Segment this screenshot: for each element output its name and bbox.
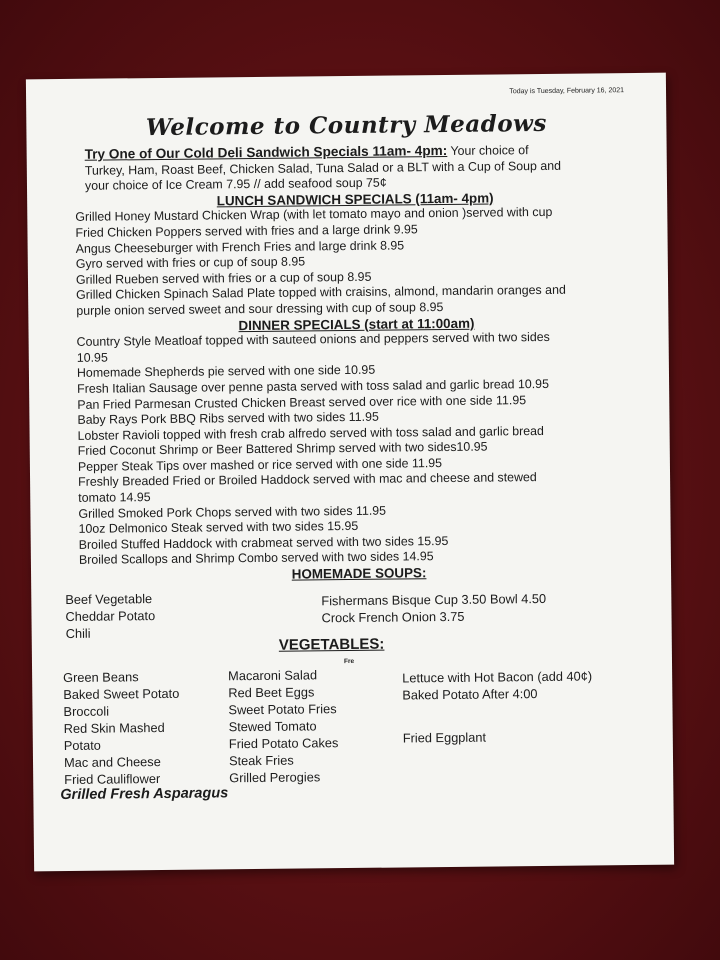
soups-right bbox=[321, 590, 546, 626]
list-item: Macaroni Salad bbox=[228, 667, 318, 684]
list-item: Chili bbox=[65, 625, 91, 641]
list-item: Lobster Ravioli topped with fresh crab alfredo served with toss salad and garlic bread bbox=[77, 423, 544, 443]
list-item: Pepper Steak Tips over mashed or rice served with one side 11.95 bbox=[77, 455, 443, 474]
list-item: Baked Potato After 4:00 bbox=[402, 686, 538, 703]
list-item: tomato 14.95 bbox=[78, 490, 151, 505]
list-item: Angus Cheeseburger with French Fries and large drink 8.95 bbox=[75, 237, 405, 256]
deli-text-3: your choice of Ice Cream 7.95 // add seafood soup 75¢ bbox=[84, 175, 387, 193]
list-item: Lettuce with Hot Bacon (add 40¢) bbox=[402, 668, 593, 686]
dinner-list bbox=[77, 329, 639, 569]
deli-heading: Try One of Our Cold Deli Sandwich Specials 11am- 4pm: bbox=[84, 142, 448, 162]
list-item: Fried Chicken Poppers served with fries and a large drink 9.95 bbox=[75, 222, 418, 240]
soups-left bbox=[65, 590, 155, 642]
list-item: Grilled Honey Mustard Chicken Wrap (with let tomato mayo and onion )served with cup bbox=[75, 205, 553, 225]
list-item: Baked Sweet Potato bbox=[63, 685, 180, 703]
list-item: Red Beet Eggs bbox=[228, 684, 315, 701]
menu-sheet bbox=[26, 73, 674, 872]
list-item: Baby Rays Pork BBQ Ribs served with two sides 11.95 bbox=[77, 409, 379, 427]
list-item: Beef Vegetable bbox=[65, 591, 153, 607]
veg-special: Grilled Fresh Asparagus bbox=[60, 785, 229, 804]
soups-heading: HOMEMADE SOUPS: bbox=[291, 565, 427, 582]
list-item: Fried Potato Cakes bbox=[228, 735, 339, 752]
list-item: Fried Cauliflower bbox=[64, 771, 161, 788]
list-item: Grilled Chicken Spinach Salad Plate topped with craisins, almond, mandarin oranges and bbox=[76, 283, 566, 303]
list-item: Country Style Meatloaf topped with sauteed onions and peppers served with two sides bbox=[76, 330, 550, 349]
list-item: Grilled Smoked Pork Chops served with two sides 11.95 bbox=[78, 503, 387, 521]
veg-col-3b bbox=[403, 729, 486, 747]
list-item: Freshly Breaded Fried or Broiled Haddock served with mac and cheese and stewed bbox=[78, 470, 537, 490]
list-item: Broiled Scallops and Shrimp Combo served with two sides 14.95 bbox=[78, 549, 434, 568]
list-item: purple onion served sweet and sour dressing with cup of soup 8.95 bbox=[76, 299, 444, 318]
list-item: Mac and Cheese bbox=[63, 753, 161, 771]
lunch-list bbox=[75, 204, 636, 319]
list-item: Green Beans bbox=[63, 669, 139, 686]
menu-title: Welcome to Country Meadows bbox=[145, 109, 548, 142]
list-item: Sweet Potato Fries bbox=[228, 701, 337, 718]
list-item: Grilled Rueben served with fries or a cup of soup 8.95 bbox=[75, 269, 372, 287]
list-item: Pan Fried Parmesan Crusted Chicken Breast served over rice with one side 11.95 bbox=[77, 392, 527, 412]
menu-body bbox=[75, 141, 640, 584]
list-item: Cheddar Potato bbox=[65, 608, 156, 624]
lunch-heading: LUNCH SANDWICH SPECIALS (11am- 4pm) bbox=[216, 190, 494, 209]
menu-date: Today is Tuesday, February 16, 2021 bbox=[509, 87, 625, 96]
list-item: Potato bbox=[63, 737, 101, 754]
list-item: Fried Eggplant bbox=[402, 729, 487, 746]
list-item: Crock French Onion 3.75 bbox=[321, 608, 465, 626]
deli-text-2: Turkey, Ham, Roast Beef, Chicken Salad, Tuna Salad or a BLT with a Cup of Soup and bbox=[84, 158, 562, 178]
list-item: Broccoli bbox=[63, 703, 110, 720]
list-item: Fried Coconut Shrimp or Beer Battered Shrimp served with two sides10.95 bbox=[77, 439, 488, 459]
list-item: Stewed Tomato bbox=[228, 718, 317, 735]
list-item: 10.95 bbox=[76, 350, 108, 365]
list-item: Broiled Stuffed Haddock with crabmeat served with two sides 15.95 bbox=[78, 533, 449, 552]
veg-col-3 bbox=[402, 667, 592, 703]
list-item: Red Skin Mashed bbox=[63, 719, 165, 737]
list-item: Grilled Perogies bbox=[229, 769, 321, 786]
list-item: Fishermans Bisque Cup 3.50 Bowl 4.50 bbox=[321, 590, 547, 609]
veg-col-2 bbox=[228, 666, 339, 786]
deli-intro bbox=[75, 141, 635, 195]
list-item: 10oz Delmonico Steak served with two sides 15.95 bbox=[78, 519, 359, 537]
deli-text-1: Your choice of bbox=[447, 143, 529, 158]
veg-col-1 bbox=[63, 668, 180, 788]
list-item: Gyro served with fries or cup of soup 8.95 bbox=[75, 254, 306, 272]
vegetables-heading: VEGETABLES: bbox=[278, 635, 385, 654]
vegetables-note: Fre bbox=[343, 657, 355, 666]
list-item: Steak Fries bbox=[228, 752, 294, 769]
list-item: Homemade Shepherds pie served with one side 10.95 bbox=[76, 363, 376, 381]
list-item: Fresh Italian Sausage over penne pasta served with toss salad and garlic bread 10.95 bbox=[77, 376, 549, 396]
dinner-heading: DINNER SPECIALS (start at 11:00am) bbox=[238, 315, 475, 333]
